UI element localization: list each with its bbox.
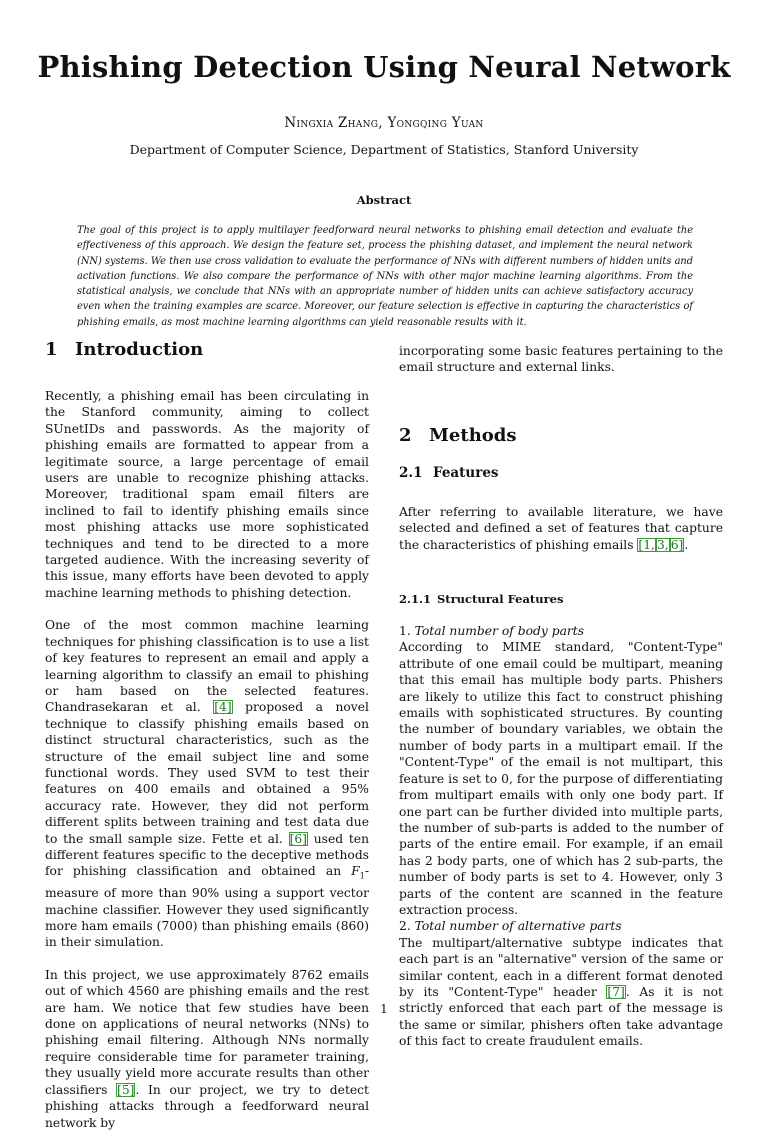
paragraph-text: proposed a novel technique to classify phishing emails based on distinct structural characteristics, such as the structure of the email subject line and some functional words. They used SVM to test their features on 400 emails and obtained a 95% accuracy rate. However, they did not perform different splits between training and test data due to the small sample size. Fette et al.: [45, 700, 369, 846]
section-title: Methods: [429, 424, 517, 446]
paragraph-text: After referring to available literature, we have selected and defined a set of features that capture the characteristics of phishing emails: [399, 504, 723, 552]
features-paragraph: [399, 504, 723, 553]
intro-paragraph-2: [45, 617, 369, 951]
paragraph-text: . As it is not strictly enforced that each part of the message is the same or similar, phishers often take advantage of this fact to create fraudulent emails.: [399, 984, 723, 1049]
subsection-heading-features: [399, 464, 723, 482]
citation-link[interactable]: [7]: [607, 984, 625, 999]
citation-link[interactable]: [4]: [214, 700, 232, 715]
citation-link[interactable]: [6]: [289, 831, 307, 846]
subsubsection-heading-structural-features: [399, 591, 723, 607]
section-number: 1: [45, 339, 58, 360]
feature-item-title: [399, 623, 723, 639]
subsubsection-number: 2.1.1: [399, 592, 432, 607]
paragraph-text: -measure of more than 90% using a support vector machine classifier. However they used significantly more ham emails (7000) than phishing emails (860) in their simulation.: [45, 864, 369, 950]
item-number: 2.: [399, 919, 411, 934]
citation-link[interactable]: 3,: [656, 537, 669, 552]
feature-item-description: According to MIME standard, "Content-Type" attribute of one email could be multipart, meaning that this email has multiple body parts. Phishers are likely to utilize this fact to construct phishing emails with sophisticated structures. By counting the number of boundary variables, we obtain the number of body parts in a multipart email. If the "Content-Type" of the email is not multipart, this feature is set to 0, for the purpose of differentiating from multipart emails with only one body part. If one part can be further divided into multiple parts, the number of sub-parts is added to the number of parts of the entire email. For example, if an email has 2 body parts, one of which has 2 sub-parts, the number of body parts is set to 4. However, only 3 parts of the content are scanned in the feature extraction process.: [399, 640, 723, 917]
intro-paragraph-3-continued: incorporating some basic features pertaining to the email structure and external links.: [399, 344, 723, 375]
intro-paragraph-3: [45, 967, 369, 1131]
section-heading-introduction: [45, 338, 369, 362]
right-column: [399, 343, 723, 1050]
paragraph-text: used ten different features specific to the deceptive methods for phishing classification and obtained an: [45, 831, 369, 879]
citation-link[interactable]: [5]: [117, 1082, 135, 1097]
paragraph-text: .: [684, 537, 689, 552]
f-measure-subscript: 1: [359, 871, 365, 881]
item-title: Total number of body parts: [414, 624, 585, 639]
section-heading-methods: [399, 424, 723, 448]
paper-title: Phishing Detection Using Neural Network: [37, 50, 731, 84]
subsection-number: 2.1: [399, 464, 423, 481]
page-number: 1: [380, 1002, 388, 1016]
subsubsection-title: Structural Features: [437, 592, 564, 607]
section-title: Introduction: [75, 339, 204, 360]
citation-link[interactable]: [1,: [638, 537, 655, 552]
feature-item-description: [399, 935, 723, 1050]
item-number: 1.: [399, 624, 411, 639]
affiliation: Department of Computer Science, Department of Statistics, Stanford University: [129, 142, 639, 157]
item-title: Total number of alternative parts: [414, 919, 622, 934]
section-number: 2: [399, 424, 412, 446]
author-list: Ningxia Zhang, Yongqing Yuan: [284, 115, 484, 131]
feature-item-title: [399, 918, 723, 934]
citation-link[interactable]: 6]: [670, 537, 684, 552]
intro-paragraph-1: Recently, a phishing email has been circulating in the Stanford community, aiming to collect SUnetIDs and passwords. As the majority of phishing emails are formatted to appear from a legitimate source, a large percentage of email users are unable to recognize phishing attacks. Moreover, traditional spam email filters are inclined to fail to identify phishing emails since most phishing attacks use more sophisticated techniques and tend to be directed to a more targeted audience. With the increasing severity of this issue, many efforts have been devoted to apply machine learning methods to phishing detection.: [45, 389, 369, 600]
paragraph-text: One of the most common machine learning techniques for phishing classification is to use a list of key features to represent an email and apply a learning algorithm to classify an email to phishing or ham based on the selected features. Chandrasekaran et al.: [45, 618, 369, 715]
paragraph-text: . In our project, we try to detect phishing attacks through a feedforward neural network by: [45, 1082, 369, 1130]
abstract-heading: Abstract: [356, 193, 412, 207]
abstract-text: The goal of this project is to apply multilayer feedforward neural networks to phishing email detection and evaluate the effectiveness of this approach. We design the feature set, process the phishing dataset, and implement the neural network (NN) systems. We then use cross validation to evaluate the performance of NNs with different numbers of hidden units and activation functions. We also compare the performance of NNs with other major machine learning algorithms. From the statistical analysis, we conclude that NNs with an appropriate number of hidden units can achieve satisfactory accuracy even when the training examples are scarce. Moreover, our feature selection is effective in capturing the characteristics of phishing emails, as most machine learning algorithms can yield reasonable results with it.: [77, 225, 693, 328]
paragraph-text: In this project, we use approximately 8762 emails out of which 4560 are phishing emails and the rest are ham. We notice that few studies have been done on applications of neural networks (NNs) to phishing email filtering. Although NNs normally require considerable time for parameter training, they usually yield more accurate results than other classifiers: [45, 967, 369, 1097]
paragraph-text: The multipart/alternative subtype indicates that each part is an "alternative" version of the same or similar content, each in a different format denoted by its "Content-Type" header: [399, 935, 723, 999]
f-measure-symbol: F: [351, 864, 360, 879]
subsection-title: Features: [433, 464, 499, 481]
